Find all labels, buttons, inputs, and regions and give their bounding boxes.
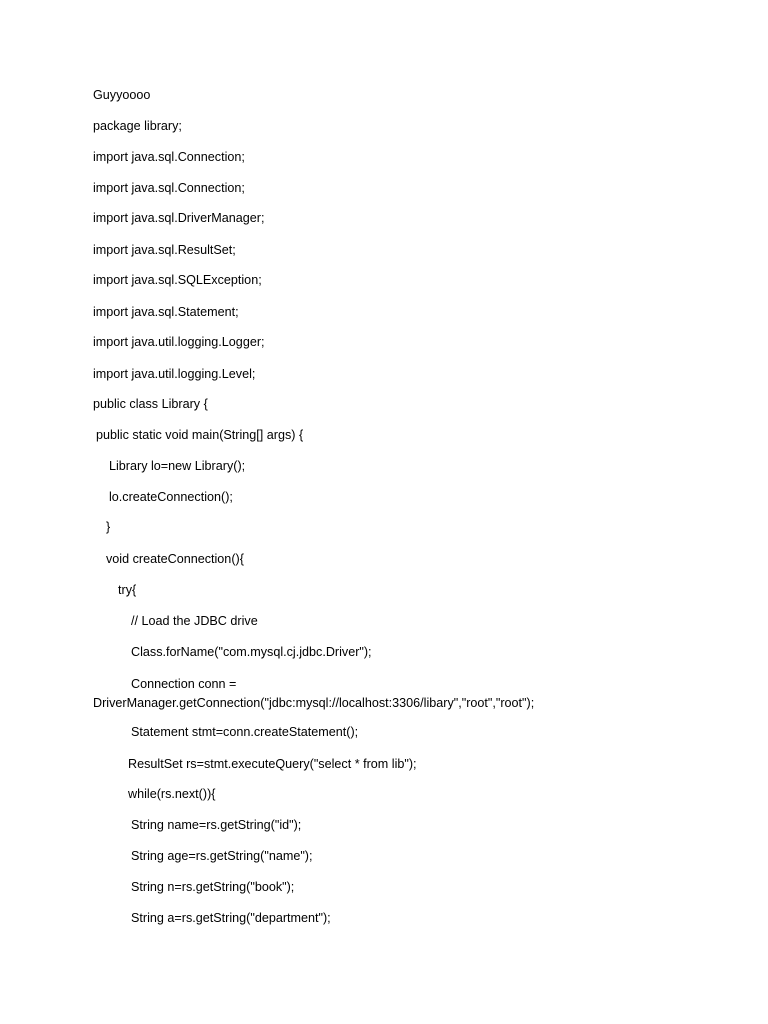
import-line: import java.util.logging.Logger;: [93, 335, 265, 349]
code-line: void createConnection(){: [106, 552, 244, 566]
package-line: package library;: [93, 119, 182, 133]
import-line: import java.sql.Connection;: [93, 181, 245, 195]
class-declaration-line: public class Library {: [93, 397, 208, 411]
code-line: Library lo=new Library();: [109, 459, 246, 473]
code-line-wrapped: Connection conn = DriverManager.getConnection("jdbc:mysql://localhost:3306/libary","root","root");: [93, 677, 535, 710]
import-line: import java.sql.ResultSet;: [93, 243, 236, 257]
code-line: }: [106, 520, 111, 534]
comment-line: // Load the JDBC drive: [131, 614, 258, 628]
import-line: import java.sql.DriverManager;: [93, 211, 265, 225]
code-line: Class.forName("com.mysql.cj.jdbc.Driver");: [131, 645, 372, 659]
code-line: Statement stmt=conn.createStatement();: [131, 725, 359, 739]
heading-text: Guyyoooo: [93, 88, 151, 102]
code-line: try{: [118, 583, 137, 597]
code-line: ResultSet rs=stmt.executeQuery("select * from lib");: [128, 757, 417, 771]
code-line: public static void main(String[] args) {: [96, 428, 304, 442]
import-line: import java.sql.Statement;: [93, 305, 239, 319]
import-line: import java.sql.Connection;: [93, 150, 245, 164]
code-line: String a=rs.getString("department");: [131, 911, 331, 925]
code-line: String age=rs.getString("name");: [131, 849, 313, 863]
code-line: while(rs.next()){: [128, 787, 216, 801]
import-line: import java.sql.SQLException;: [93, 273, 262, 287]
code-line: lo.createConnection();: [109, 490, 233, 504]
code-line: String name=rs.getString("id");: [131, 818, 302, 832]
import-line: import java.util.logging.Level;: [93, 367, 256, 381]
code-line: String n=rs.getString("book");: [131, 880, 295, 894]
